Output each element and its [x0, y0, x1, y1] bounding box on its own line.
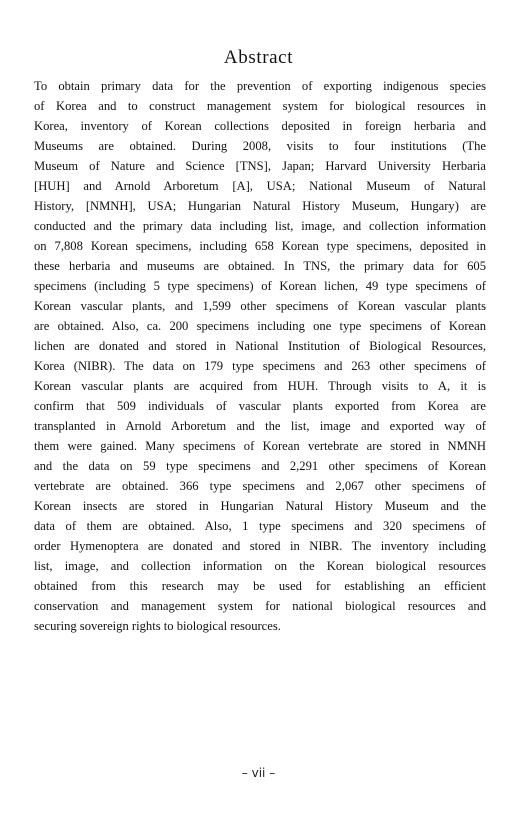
abstract-line: them were gained. Many specimens of Korean vertebrate are stored in NMNH	[34, 439, 486, 453]
abstract-line: transplanted in Arnold Arboretum and the list, image and exported way of	[34, 419, 486, 433]
abstract-line: Korean vascular plants, and 1,599 other specimens of Korean vascular plants	[34, 299, 486, 313]
abstract-line: obtained from this research may be used for establishing an efficient	[34, 579, 486, 593]
abstract-line: vertebrate are obtained. 366 type specimens and 2,067 other specimens of	[34, 479, 486, 493]
abstract-line: data of them are obtained. Also, 1 type specimens and 320 specimens of	[34, 519, 486, 533]
abstract-line: Korean vascular plants are acquired from HUH. Through visits to A, it is	[34, 379, 486, 393]
page-number: – vii –	[241, 766, 276, 780]
abstract-line: conservation and management system for national biological resources and	[34, 599, 486, 613]
abstract-line: are obtained. Also, ca. 200 specimens including one type specimens of Korean	[34, 319, 486, 333]
abstract-line: and the data on 59 type specimens and 2,291 other specimens of Korean	[34, 459, 486, 473]
abstract-line: History, [NMNH], USA; Hungarian Natural History Museum, Hungary) are	[34, 199, 486, 213]
abstract-line: confirm that 509 individuals of vascular plants exported from Korea are	[34, 399, 486, 413]
abstract-body	[34, 76, 486, 636]
abstract-line: securing sovereign rights to biological resources.	[34, 619, 281, 633]
abstract-line: specimens (including 5 type specimens) of Korean lichen, 49 type specimens of	[34, 279, 486, 293]
abstract-line: Museum of Nature and Science [TNS], Japan; Harvard University Herbaria	[34, 159, 486, 173]
abstract-line: To obtain primary data for the prevention of exporting indigenous species	[34, 79, 486, 93]
abstract-line: lichen are donated and stored in National Institution of Biological Resources,	[34, 339, 486, 353]
abstract-line: these herbaria and museums are obtained. In TNS, the primary data for 605	[34, 259, 486, 273]
abstract-line: conducted and the primary data including list, image, and collection information	[34, 219, 486, 233]
abstract-line: Korea, inventory of Korean collections deposited in foreign herbaria and	[34, 119, 486, 133]
abstract-line: Korea (NIBR). The data on 179 type specimens and 263 other specimens of	[34, 359, 486, 373]
page-title: Abstract	[223, 47, 294, 68]
abstract-line: [HUH] and Arnold Arboretum [A], USA; National Museum of Natural	[34, 179, 486, 193]
abstract-line: list, image, and collection information on the Korean biological resources	[34, 559, 486, 573]
abstract-line: Museums are obtained. During 2008, visits to four institutions (The	[34, 139, 486, 153]
abstract-line: order Hymenoptera are donated and stored in NIBR. The inventory including	[34, 539, 486, 553]
abstract-line: Korean insects are stored in Hungarian Natural History Museum and the	[34, 499, 486, 513]
abstract-line: of Korea and to construct management system for biological resources in	[34, 99, 486, 113]
abstract-line: on 7,808 Korean specimens, including 658 Korean type specimens, deposited in	[34, 239, 486, 253]
